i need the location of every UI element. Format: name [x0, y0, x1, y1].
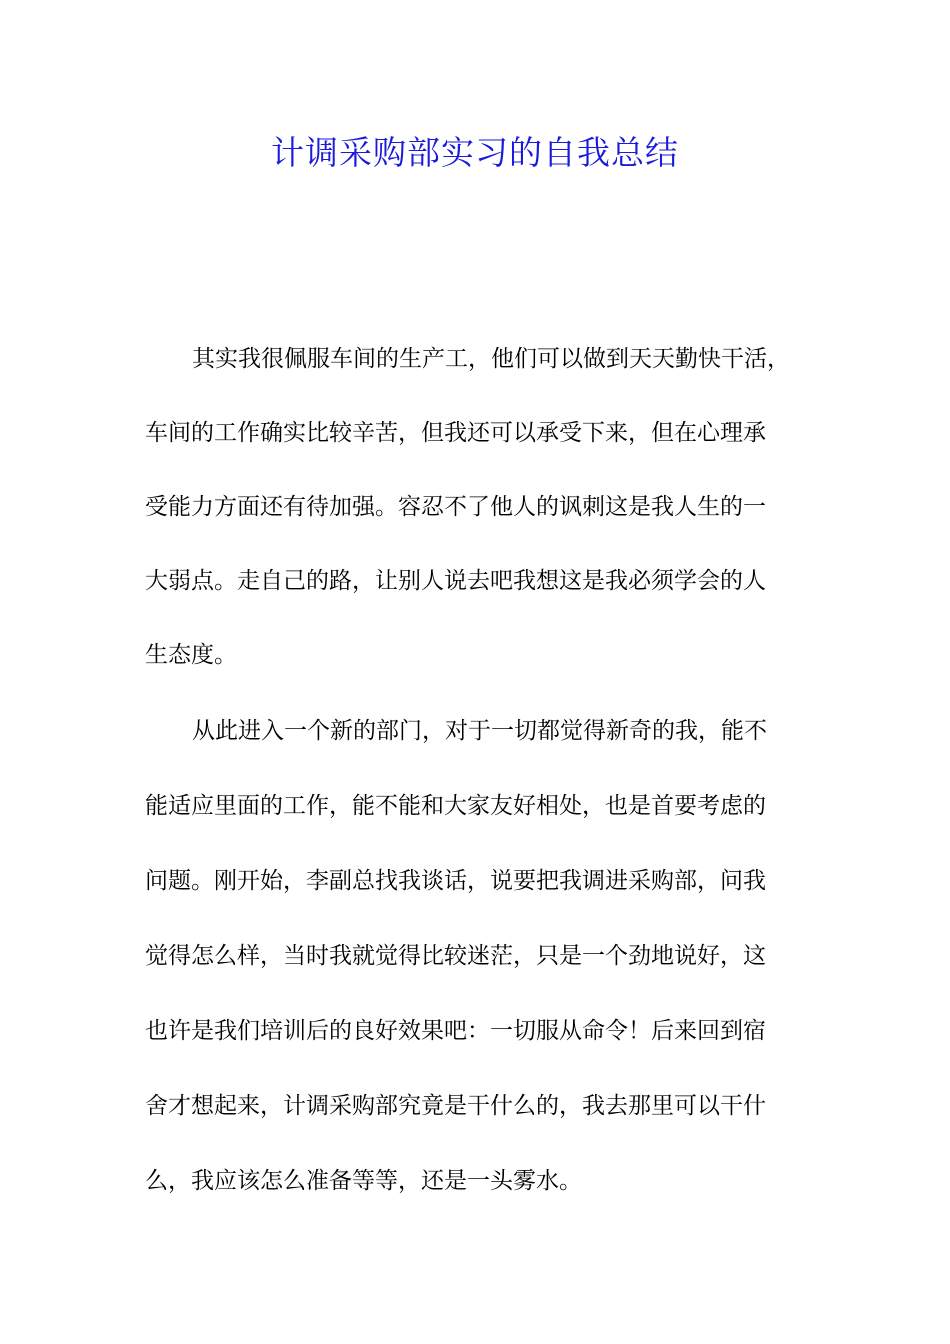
paragraph-line: 车间的工作确实比较辛苦，但我还可以承受下来，但在心理承: [145, 420, 766, 446]
paragraph-line: 问题。刚开始，李副总找我谈话，说要把我调进采购部，问我: [145, 868, 766, 894]
paragraph-line: 大弱点。走自己的路，让别人说去吧我想这是我必须学会的人: [145, 568, 766, 594]
paragraph-line: 从此进入一个新的部门，对于一切都觉得新奇的我，能不: [192, 718, 767, 744]
paragraph-line: 生态度。: [145, 642, 237, 668]
paragraph-line: 觉得怎么样，当时我就觉得比较迷茫，只是一个劲地说好，这: [145, 943, 766, 969]
paragraph-line: 也许是我们培训后的良好效果吧：一切服从命令！后来回到宿: [145, 1018, 766, 1044]
paragraph-line: 其实我很佩服车间的生产工，他们可以做到天天勤快干活，: [192, 346, 790, 372]
paragraph-line: 舍才想起来，计调采购部究竟是干什么的，我去那里可以干什: [145, 1093, 766, 1119]
paragraph-line: 受能力方面还有待加强。容忍不了他人的讽刺这是我人生的一: [145, 494, 766, 520]
paragraph-line: 么，我应该怎么准备等等，还是一头雾水。: [145, 1168, 582, 1194]
paragraph-line: 能适应里面的工作，能不能和大家友好相处，也是首要考虑的: [145, 793, 766, 819]
document-title: 计调采购部实习的自我总结: [271, 133, 679, 172]
